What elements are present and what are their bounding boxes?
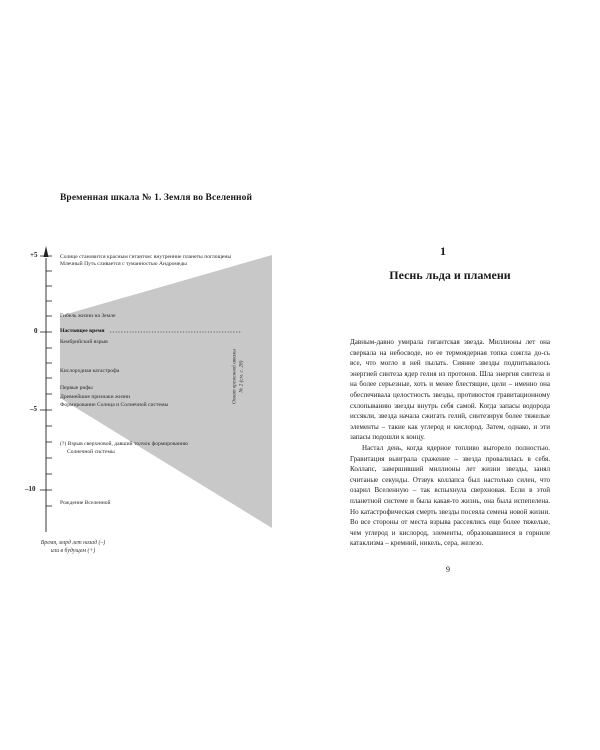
timeline-scale-note: Охват временной шкалы № 2 (см. с. 28)	[231, 349, 244, 404]
event-label: Гибель жизни на Земле	[60, 313, 116, 319]
axis-arrow	[44, 246, 49, 257]
event-label: Формирование Солнца и Солнечной системы	[60, 402, 169, 408]
event-label: Рождение Вселенной	[60, 500, 111, 506]
event-label: Первые рифы	[60, 385, 93, 391]
timeline-title: Временная шкала № 1. Земля во Вселенной	[60, 193, 253, 203]
event-label: Солнце становится красным гигантом: внутренние планеты поглощены	[60, 254, 232, 260]
event-label-present: Настоящее время	[60, 328, 105, 334]
paragraph-1: Давным-давно умирала гигантская звезда. Миллионы лет она сверкала на небосводе, но ее термоядерная топка сожгла до-сь все, что могло в ней пылать. Сияние звезды подпитывалось энергией синтеза ядер гелия из протонов. Шла энергия синтеза и на более серьезные, хоть и менее блестящие, цели – именно она обеспечивала целостность звезды, противостоя гравитационному схлопыванию звезды внутрь себя самой. Когда запасы водорода иссякли, звезда начала сжигать гелий, синтезируя более тяжелые элементы – такие как углерод и кислород. Затем, однако, и эти запасы подошли к концу.	[350, 338, 550, 442]
paragraph-2: Настал день, когда ядерное топливо выгорело полностью. Гравитация выиграла сражение – звезда провалилась в себя. Коллапс, завершивший миллионы лет жизни звезды, занял считаные секунды. Отзвук коллапса был настолько силен, что озарил Вселенную – так вспыхнула сверхновая. Если в этой планетной системе и была какая-то жизнь, она была испепелена. Но катастрофическая смерть звезды посеяла семена новой жизни. Во все стороны от места взрыва рассеялись еще более тяжелые, чем углерод и кислород, элементы, образовавшиеся в горниле катаклизма – кремний, никель, сера, железо.	[350, 443, 550, 548]
tick-label-minus5: –5	[30, 405, 37, 413]
axis-caption	[28, 540, 118, 555]
event-label: Кислородная катастрофа	[60, 368, 120, 374]
tick-label-zero: 0	[34, 327, 38, 335]
event-label: Солнечной системы	[67, 449, 115, 455]
axis-caption-line1: Время, млрд лет назад (–)	[40, 540, 106, 546]
event-label: (?) Взрыв сверхновой, давший толчок формированию	[60, 441, 189, 447]
event-label: Кембрийский взрыв	[60, 339, 108, 345]
chapter-title: Песнь льда и пламени	[389, 268, 511, 282]
event-label: Древнейшие признаки жизни	[60, 394, 131, 400]
page-number: 9	[446, 565, 450, 574]
event-label: Млечный Путь сливается с туманностью Андромеды	[60, 261, 187, 267]
tick-label-minus10: –10	[25, 485, 36, 493]
chapter-number: 1	[440, 244, 446, 258]
tick-label-plus5: +5	[30, 251, 38, 259]
chapter-body	[350, 337, 550, 549]
axis-caption-line2: или в будущем (+)	[50, 547, 96, 554]
